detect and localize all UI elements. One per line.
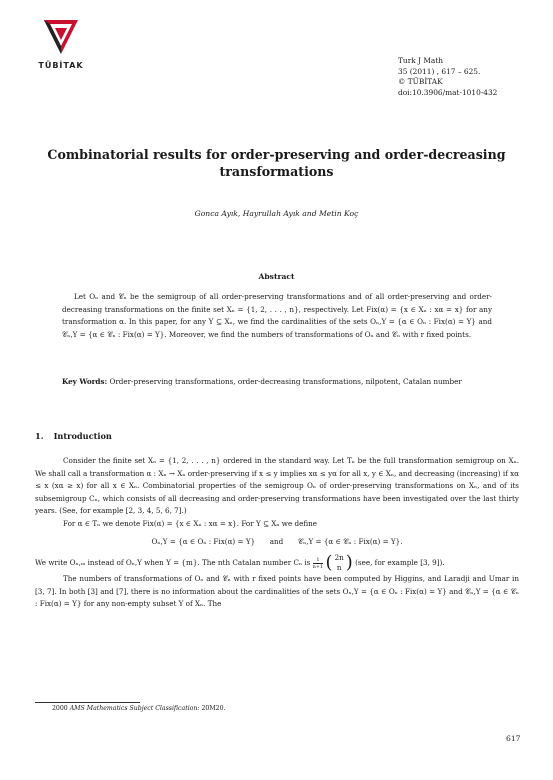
- journal-volume: 35 (2011) , 617 – 625.: [398, 66, 481, 76]
- tubitak-emblem-icon: [44, 20, 78, 60]
- footnote-label: AMS Mathematics Subject Classification:: [69, 705, 200, 712]
- abstract-heading: Abstract: [258, 272, 295, 281]
- page-number: 617: [506, 734, 521, 743]
- section-heading: [35, 431, 112, 441]
- logo-text: TÜBİTAK: [38, 61, 84, 70]
- binom-bottom: n: [336, 563, 342, 573]
- paragraph-1: Consider the finite set Xₙ = {1, 2, . . . , n} ordered in the standard way. Let Tₙ be the full transformation semigroup on Xₙ. We shall call a transformation α : Xₙ → Xₙ order-preserving if x ≤ y implies xα ≤ yα for all x, y ∈ Xₙ, and decreasing (increasing) if xα ≤ x (xα ≥ x) for all x ∈ Xₙ. Combinatorial properties of the semigroup Oₙ of order-preserving transformations on Xₙ, and of its subsemigroup Cₙ, which consists of all decreasing and order-preserving transformations have been investigated over the last thirty years. (See, for example [2, 3, 4, 5, 6, 7].): [35, 456, 519, 516]
- binomial: ( 2n n ): [325, 552, 353, 574]
- abstract-body: [62, 291, 492, 341]
- paragraph-3: [35, 553, 519, 573]
- display-and: and: [269, 536, 284, 546]
- catalan-text: We write Oₙ,ₘ instead of Oₙ,Y when Y = {m}. The nth Catalan number Cₙ is: [35, 558, 311, 568]
- journal-info: [398, 56, 497, 98]
- footnote: [52, 705, 226, 712]
- footnote-year: 2000: [52, 705, 68, 712]
- display-left: Oₙ,Y = {α ∈ Oₙ : Fix(α) = Y}: [151, 536, 256, 546]
- binom-top: 2n: [334, 553, 344, 563]
- journal-copyright: © TÜBİTAK: [398, 77, 443, 87]
- paper-title: Combinatorial results for order-preserving and order-decreasing transformations: [47, 147, 506, 179]
- journal-name: Turk J Math: [398, 56, 444, 65]
- keywords-label: Key Words:: [62, 377, 108, 386]
- section-number: 1.: [35, 431, 44, 441]
- display-right: 𝒞ₙ,Y = {α ∈ 𝒞ₙ : Fix(α) = Y}.: [297, 536, 403, 546]
- keywords-text: Order-preserving transformations, order-decreasing transformations, nilpotent, Catalan number: [109, 377, 462, 386]
- section-title: Introduction: [53, 431, 112, 441]
- paper-authors: Gonca Ayık, Hayrullah Ayık and Metin Koç: [194, 209, 359, 218]
- paragraph-2: For α ∈ Tₙ we denote Fix(α) = {x ∈ Xₙ : xα = x}. For Y ⊆ Xₙ we define: [63, 518, 318, 528]
- paragraph-4: The numbers of transformations of Oₙ and 𝒞ₙ with r fixed points have been computed by Higgins, and Laradji and Umar in [3, 7]. In both [3] and [7], there is no information about the cardinalities of the sets Oₙ,Y = {α ∈ Oₙ : Fix(α) = Y} and 𝒞ₙ,Y = {α ∈ 𝒞ₙ : Fix(α) = Y} for any non-empty subset Y of Xₙ. The: [35, 574, 519, 609]
- catalan-fraction: [313, 557, 324, 570]
- catalan-citation: (see, for example [3, 9]).: [355, 558, 445, 568]
- fraction-denominator: n+1: [312, 563, 324, 570]
- footnote-code: 20M20.: [201, 705, 226, 712]
- body-text: [35, 455, 519, 611]
- display-equation: [35, 536, 519, 549]
- abstract-text: Let Oₙ and 𝒞ₙ be the semigroup of all order-preserving transformations and of all order-preserving and order-decreasing transformations on the finite set Xₙ = {1, 2, . . . , n}, respectively. Let Fix(α) = {x ∈ Xₙ : xα = x} for any transformation α. In this paper, for any Y ⊆ Xₙ, we find the cardinalities of the sets Oₙ,Y = {α ∈ Oₙ : Fix(α) = Y} and 𝒞ₙ,Y = {α ∈ 𝒞ₙ : Fix(α) = Y}. Moreover, we find the numbers of transformations of Oₙ and 𝒞ₙ with r fixed points.: [62, 292, 492, 339]
- footnote-rule: [35, 702, 140, 703]
- keywords: [62, 376, 492, 389]
- tubitak-logo: [36, 20, 86, 70]
- fraction-numerator: 1: [313, 557, 324, 564]
- journal-doi[interactable]: doi:10.3906/mat-1010-432: [398, 87, 498, 97]
